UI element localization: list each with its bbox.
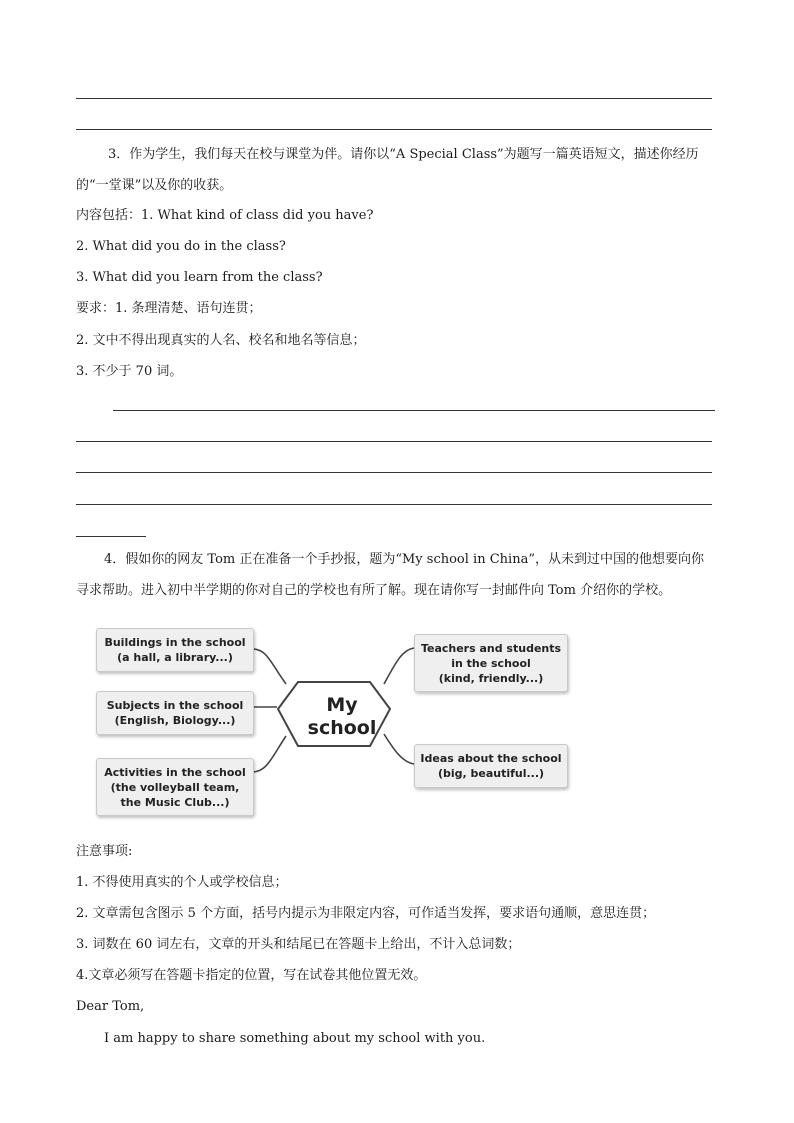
box-text: Buildings in the school <box>104 636 246 649</box>
q3-req-label: 要求：1. 条理清楚、语句连贯； <box>76 301 262 316</box>
box-text: (a hall, a library...) <box>117 651 233 664</box>
letter-salutation: Dear Tom, <box>76 999 145 1014</box>
box-text: (kind, friendly...) <box>438 671 544 685</box>
note-4: 4.文章必须写在答题卡指定的位置，写在试卷其他位置无效。 <box>76 968 427 983</box>
mindmap-center-label <box>298 694 386 740</box>
center-line2: school <box>307 717 377 739</box>
q4-prompt-line1: 4．假如你的网友 Tom 正在准备一个手抄报，题为“My school in China”，从未到过中国的他想要向你 <box>104 552 704 567</box>
notes-title: 注意事项: <box>76 844 133 859</box>
box-text: Teachers and students <box>420 641 562 655</box>
writing-line[interactable] <box>76 441 712 442</box>
mindmap-box-teachers <box>414 634 568 692</box>
box-text: (big, beautiful...) <box>437 767 545 780</box>
mindmap-box-buildings <box>96 628 254 672</box>
q3-req-item3: 3. 不少于 70 词。 <box>76 364 183 379</box>
writing-line[interactable] <box>113 410 715 411</box>
note-1: 1. 不得使用真实的个人或学校信息； <box>76 875 288 890</box>
box-text: the Music Club...) <box>120 795 230 809</box>
mindmap-box-subjects <box>96 691 254 735</box>
q3-req-item2: 2. 文中不得出现真实的人名、校名和地名等信息； <box>76 333 366 348</box>
q4-prompt-line2: 寻求帮助。进入初中半学期的你对自己的学校也有所了解。现在请你写一封邮件向 Tom 介绍你的学校。 <box>76 583 672 598</box>
connector-activities <box>252 736 286 772</box>
note-3: 3. 词数在 60 词左右，文章的开头和结尾已在答题卡上给出，不计入总词数； <box>76 937 521 952</box>
box-text: Activities in the school <box>104 765 246 779</box>
q3-content-item2: 2. What did you do in the class? <box>76 239 286 254</box>
letter-opening: I am happy to share something about my school with you. <box>104 1031 486 1046</box>
writing-line-short[interactable] <box>76 536 146 537</box>
mindmap-box-ideas <box>414 744 568 788</box>
box-text: (English, Biology...) <box>114 714 236 727</box>
q3-content-label: 内容包括：1. What kind of class did you have? <box>76 208 374 223</box>
mindmap-box-activities <box>96 758 254 816</box>
answer-line <box>76 129 712 130</box>
note-2: 2. 文章需包含图示 5 个方面，括号内提示为非限定内容，可作适当发挥，要求语句通顺，意思连贯； <box>76 906 656 921</box>
q3-content-item3: 3. What did you learn from the class? <box>76 270 323 285</box>
box-text: in the school <box>451 656 531 670</box>
box-text: Ideas about the school <box>420 752 562 765</box>
connector-buildings <box>252 649 286 684</box>
box-text: (the volleyball team, <box>110 780 240 794</box>
writing-line[interactable] <box>76 504 712 505</box>
q3-prompt-line2: 的“一堂课”以及你的收获。 <box>76 178 233 193</box>
connector-ideas <box>384 734 414 764</box>
q3-prompt-line1: 3．作为学生，我们每天在校与课堂为伴。请你以“A Special Class”为题写一篇英语短文，描述你经历 <box>108 147 699 162</box>
writing-line[interactable] <box>76 472 712 473</box>
center-line1: My <box>326 694 358 716</box>
box-text: Subjects in the school <box>106 699 244 712</box>
connector-teachers <box>384 648 414 684</box>
answer-line <box>76 98 712 99</box>
